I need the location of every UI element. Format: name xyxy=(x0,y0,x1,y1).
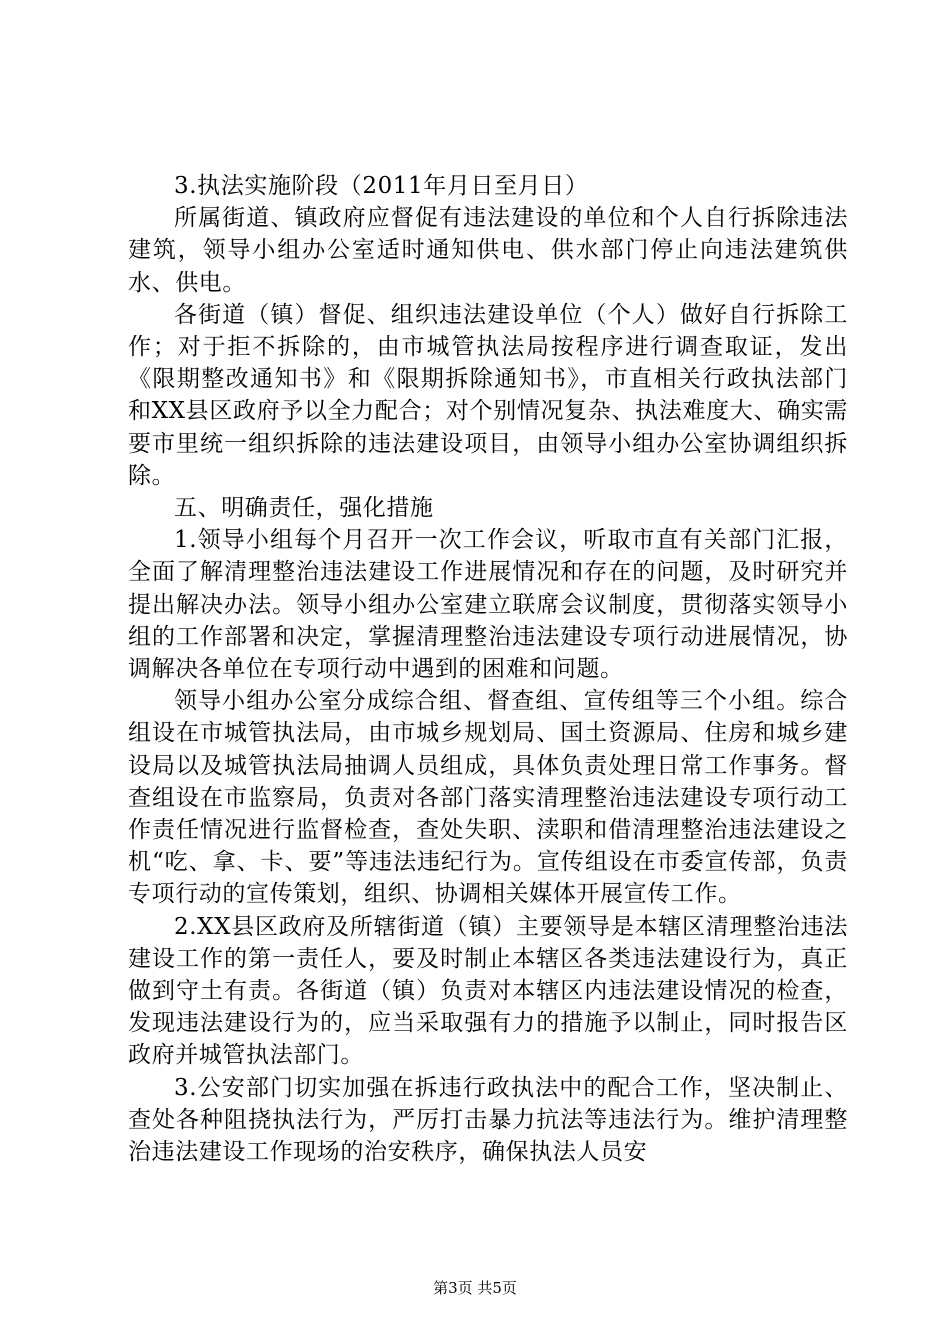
paragraph: 2.XX县区政府及所辖街道（镇）主要领导是本辖区清理整治违法建设工作的第一责任人，要及时制止本辖区各类违法建设行为，真正做到守土有责。各街道（镇）负责对本辖区内违法建设情况的检查，发现违法建设行为的，应当采取强有力的措施予以制止，同时报告区政府并城管执法部门。 xyxy=(128,913,848,1069)
page-footer: 第3页 共5页 xyxy=(433,1279,517,1297)
section-heading: 五、明确责任，强化措施 xyxy=(174,495,434,522)
paragraph: 3.公安部门切实加强在拆违行政执法中的配合工作，坚决制止、查处各种阻挠执法行为，严厉打击暴力抗法等违法行为。维护清理整治违法建设工作现场的治安秩序，确保执法人员安 xyxy=(128,1074,848,1166)
document-body xyxy=(128,170,848,1168)
paragraph: 所属街道、镇政府应督促有违法建设的单位和个人自行拆除违法建筑，领导小组办公室适时通知供电、供水部门停止向违法建筑供水、供电。 xyxy=(128,205,848,296)
paragraph: 各街道（镇）督促、组织违法建设单位（个人）做好自行拆除工作；对于拒不拆除的，由市城管执法局按程序进行调查取证，发出《限期整改通知书》和《限期拆除通知书》，市直相关行政执法部门和XX县区政府予以全力配合；对个别情况复杂、执法难度大、确实需要市里统一组织拆除的违法建设项目，由领导小组办公室协调组织拆除。 xyxy=(128,301,848,489)
paragraph: 领导小组办公室分成综合组、督查组、宣传组等三个小组。综合组设在市城管执法局，由市城乡规划局、国土资源局、住房和城乡建设局以及城管执法局抽调人员组成，具体负责处理日常工作事务。督查组设在市监察局，负责对各部门落实清理整治违法建设专项行动工作责任情况进行监督检查，查处失职、渎职和借清理整治违法建设之机“吃、拿、卡、要”等违法违纪行为。宣传组设在市委宣传部，负责专项行动的宣传策划，组织、协调相关媒体开展宣传工作。 xyxy=(128,688,848,908)
paragraph-stage-heading: 3.执法实施阶段（2011年月日至月日） xyxy=(174,173,589,199)
paragraph: 1.领导小组每个月召开一次工作会议，听取市直有关部门汇报，全面了解清理整治违法建设工作进展情况和存在的问题，及时研究并提出解决办法。领导小组办公室建立联席会议制度，贯彻落实领导小组的工作部署和决定，掌握清理整治违法建设专项行动进展情况，协调解决各单位在专项行动中遇到的困难和问题。 xyxy=(128,527,848,683)
